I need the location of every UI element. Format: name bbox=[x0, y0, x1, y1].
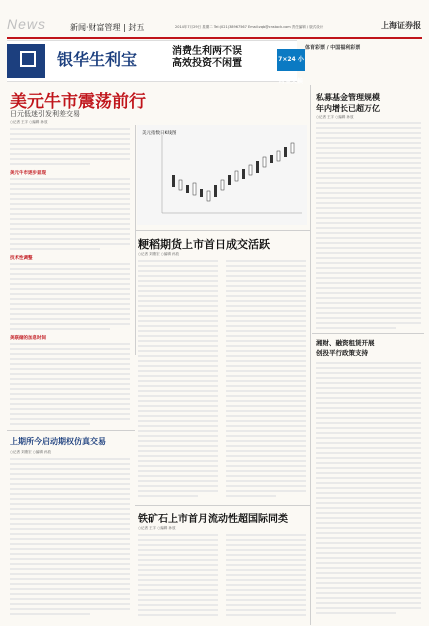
ad-slogan-line1: 消费生利两不误 bbox=[172, 46, 242, 57]
bottom-left-headline: 上期所今启动期权仿真交易 bbox=[10, 437, 106, 446]
candles bbox=[172, 143, 294, 201]
candlestick-chart bbox=[137, 125, 307, 225]
header-meta: 2014年7月29日 星期二 Tel:(021)38967567 Email:zqb@cnstock.com 责任编辑 / 版式设计 bbox=[175, 25, 324, 29]
section-separator bbox=[312, 333, 424, 334]
ad-slogan bbox=[172, 46, 242, 70]
section-separator bbox=[7, 430, 135, 431]
ad-brand-name: 银华生利宝 bbox=[57, 50, 138, 69]
section-separator bbox=[135, 230, 310, 231]
chart-title: 美元指数日K线图 bbox=[142, 131, 177, 136]
section-separator bbox=[135, 505, 310, 506]
subsection-heading: 美联储的加息时间 bbox=[10, 336, 46, 341]
subsection-heading: 美元牛市逐步显现 bbox=[10, 171, 46, 176]
right-headline-2: 年内增长已超万亿 bbox=[316, 104, 380, 113]
lottery-title: 体育彩票 / 中国福利彩票 bbox=[305, 45, 361, 51]
lottery-box bbox=[300, 40, 422, 80]
right-byline: ○记者 王宇 ○编辑 孙放 bbox=[316, 115, 354, 119]
right-headline-1: 私募基金管理规模 bbox=[316, 93, 380, 102]
newspaper-masthead: 上海证券报 bbox=[381, 20, 421, 30]
main-byline: ○记者 王宇 ○编辑 孙放 bbox=[10, 120, 48, 124]
ad-badge: 7×24 小时全天候 bbox=[277, 49, 305, 71]
right-headline-4: 创投平行政策支持 bbox=[316, 349, 368, 357]
main-subhead: 日元低迷引发利差交易 bbox=[10, 110, 80, 118]
mid-headline: 粳稻期货上市首日成交活跃 bbox=[138, 238, 270, 251]
column-separator bbox=[135, 125, 136, 355]
column-separator bbox=[310, 85, 311, 625]
main-headline: 美元牛市震荡前行 bbox=[10, 92, 146, 112]
header-rule bbox=[7, 37, 422, 39]
ad-slogan-line2: 高效投资不闲置 bbox=[172, 58, 242, 69]
section-title: 新闻·财富管理 | 封五 bbox=[70, 23, 145, 32]
bottom-left-byline: ○记者 刘康宏 ○编辑 孙放 bbox=[10, 450, 51, 454]
right-headline-3: 湘财、融资租赁开展 bbox=[316, 339, 375, 347]
usd-index-chart bbox=[137, 125, 307, 225]
bottom-byline: ○记者 王宇 ○编辑 孙放 bbox=[138, 526, 176, 530]
logo-mark-icon bbox=[20, 51, 36, 67]
mid-byline: ○记者 刘康宏 ○编辑 孙放 bbox=[138, 252, 179, 256]
brand-logo bbox=[7, 44, 45, 78]
news-wordmark: News bbox=[7, 16, 47, 32]
bottom-headline: 铁矿石上市首月流动性超国际同类 bbox=[138, 514, 288, 525]
subsection-heading: 技术性调整 bbox=[10, 256, 33, 261]
ad-banner[interactable] bbox=[7, 40, 304, 85]
page-header bbox=[0, 0, 429, 40]
